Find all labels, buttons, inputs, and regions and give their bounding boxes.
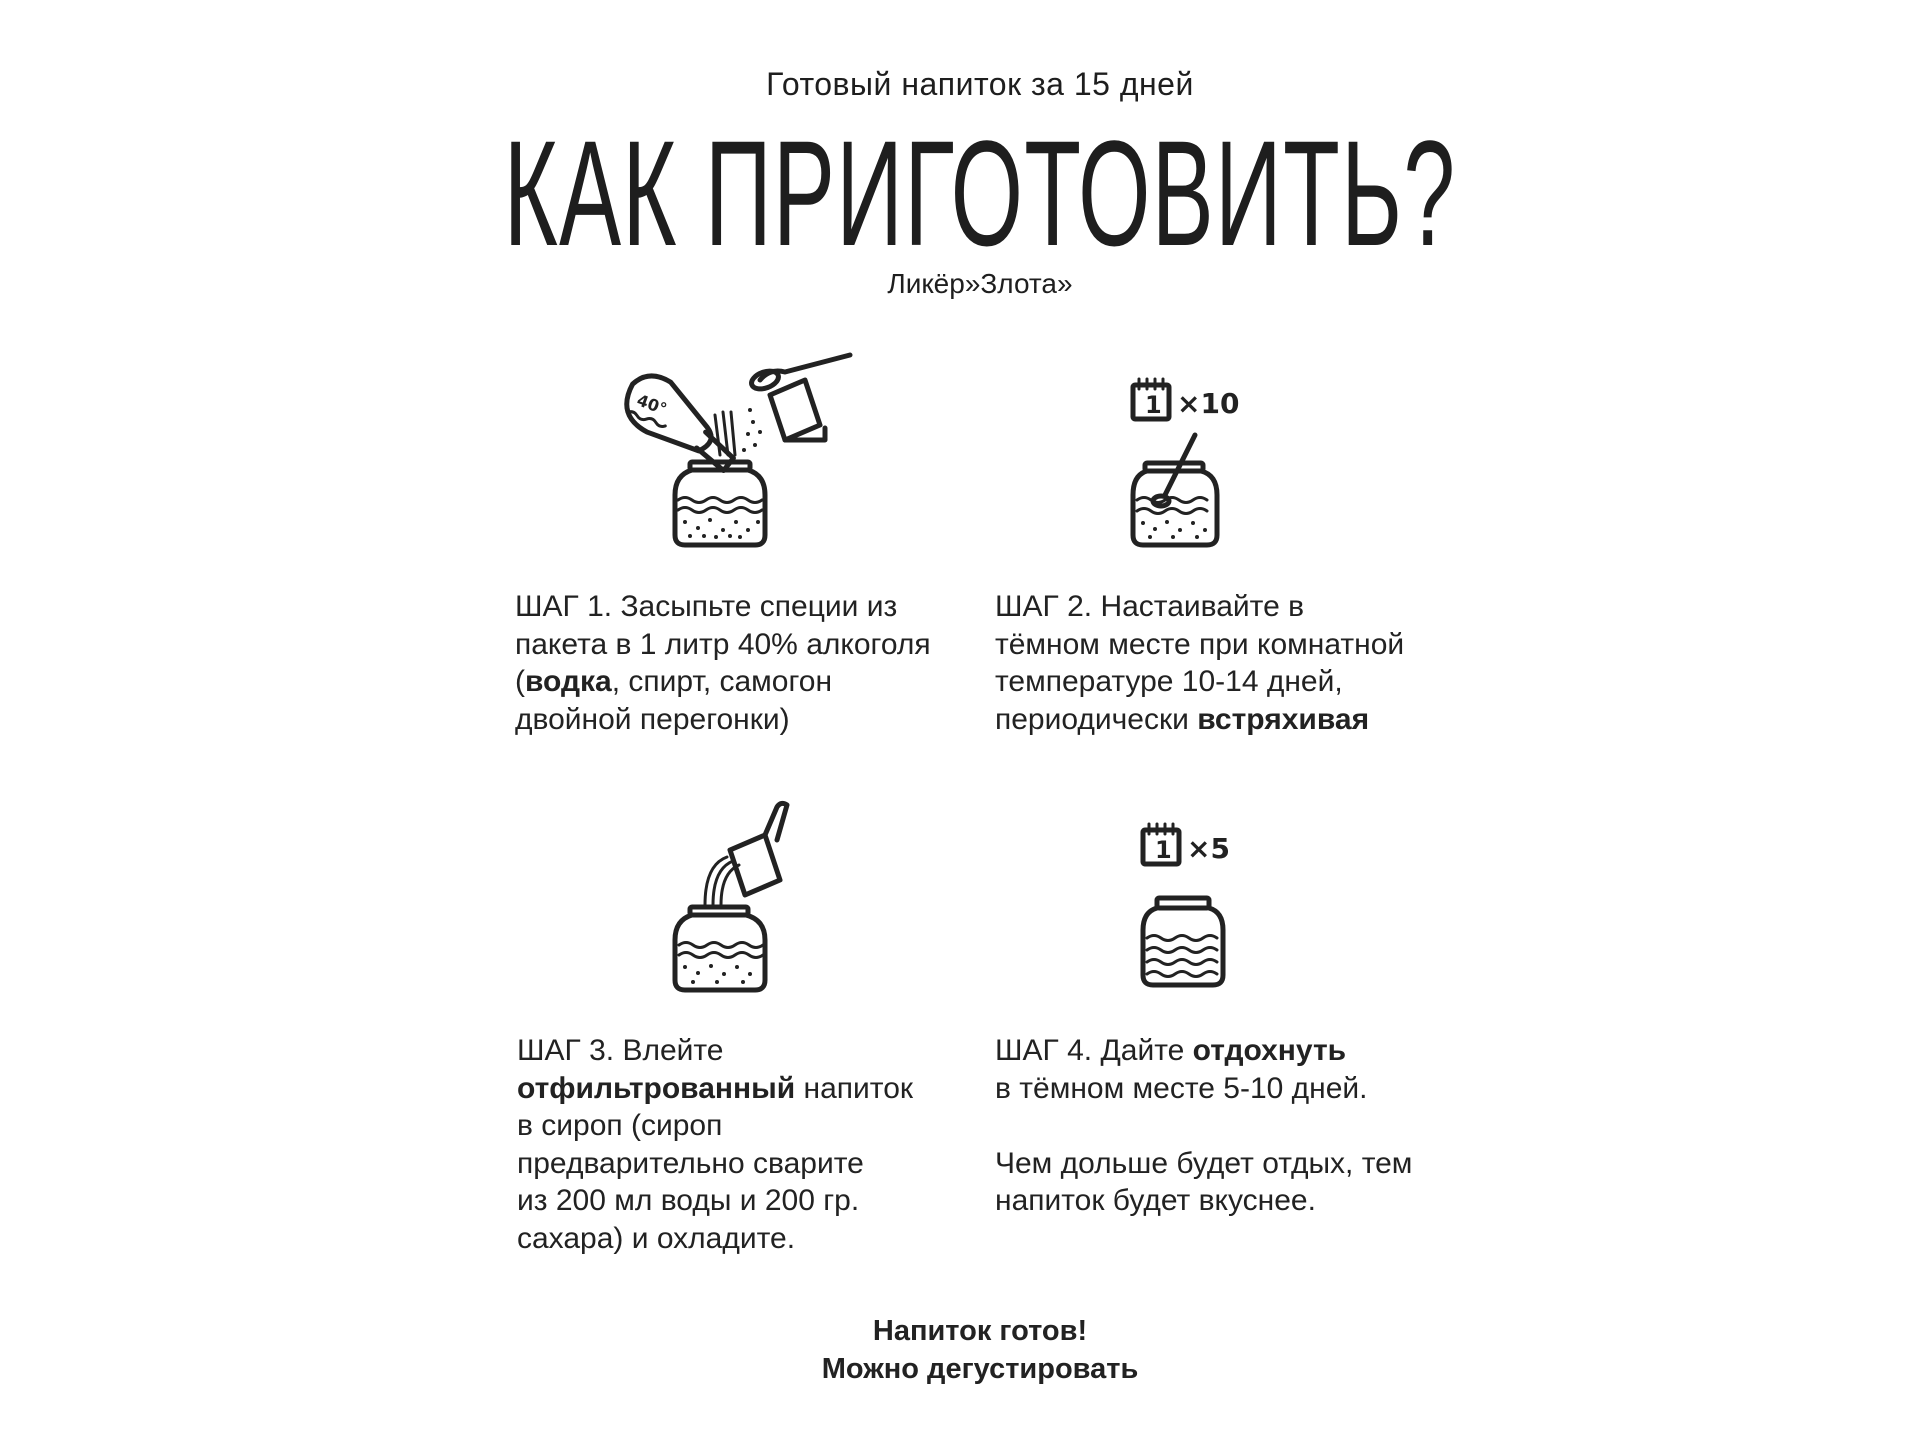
step-line (515, 626, 931, 664)
step-text-segment: предварительно сварите (517, 1146, 864, 1180)
step-emphasis: встряхивая (1197, 702, 1370, 736)
step-text-segment: пакета в 1 литр 40% алкоголя (515, 627, 931, 661)
step-line (515, 588, 931, 626)
step-line (517, 1032, 913, 1070)
step-line (517, 1070, 913, 1108)
step-1-text (515, 588, 931, 738)
step-line (517, 1145, 913, 1183)
step-text-segment: ( (515, 665, 525, 698)
step-line (515, 701, 931, 739)
subtitle: Готовый напиток за 15 дней (766, 66, 1194, 102)
step-line (995, 1182, 1412, 1220)
step-text-segment: из 200 мл воды и 200 гр. (517, 1184, 860, 1217)
step-line (995, 1107, 1412, 1145)
step-line (517, 1182, 913, 1220)
step-4-text (995, 1032, 1412, 1220)
step-line (995, 626, 1404, 664)
step-emphasis: отфильтрованный (517, 1071, 796, 1105)
step-line (995, 663, 1404, 701)
step-text-segment: тёмном месте при комнатной (995, 627, 1405, 661)
step-text-segment: сахара) и охладите. (517, 1221, 796, 1255)
step-text-segment: в тёмном месте 5-10 дней. (995, 1071, 1368, 1105)
step-text-segment: напиток (795, 1071, 914, 1105)
step-line (517, 1107, 913, 1145)
step-text-segment: ШАГ 2. Настаивайте в (995, 590, 1305, 623)
step-text-segment: в сироп (сироп (517, 1109, 723, 1142)
step-emphasis: водка (525, 665, 612, 698)
step-line (995, 1145, 1412, 1183)
step-line (995, 1032, 1412, 1070)
step-text-segment: напиток будет вкуснее. (995, 1184, 1316, 1217)
step-2-text (995, 588, 1404, 738)
step-text-segment: периодически (995, 702, 1198, 736)
step-line (517, 1220, 913, 1258)
bottle-label: 40° (634, 390, 670, 419)
step-line (995, 588, 1404, 626)
jar-pouring-cup-icon (665, 795, 825, 995)
jar-pouring-bottle-and-spice-icon (620, 350, 880, 550)
step-line (515, 663, 931, 701)
step-line (995, 1070, 1412, 1108)
jar-with-spoon-calendar-icon (1125, 375, 1265, 555)
calendar-day: 1 (1155, 836, 1172, 864)
footer-ready: Напиток готов! (872, 1315, 1088, 1347)
step-text-segment: ШАГ 4. Дайте (995, 1034, 1193, 1067)
closed-jar-calendar-icon (1135, 820, 1265, 1000)
step-text-segment: ШАГ 3. Влейте (517, 1034, 724, 1067)
step-text-segment: двойной перегонки) (515, 702, 790, 736)
step-text-segment: ШАГ 1. Засыпьте специи из (515, 590, 898, 623)
page-title: КАК ПРИГОТОВИТЬ? (503, 109, 1457, 277)
calendar-day: 1 (1145, 391, 1162, 419)
step-emphasis: отдохнуть (1192, 1034, 1347, 1067)
product-name: Ликёр»Злота» (887, 268, 1073, 299)
step-text-segment: температуре 10-14 дней, (995, 665, 1343, 698)
multiplier-label: ×10 (1177, 387, 1240, 420)
step-line (995, 701, 1404, 739)
multiplier-label: ×5 (1187, 832, 1230, 865)
step-3-text (517, 1032, 913, 1257)
step-text-segment: Чем дольше будет отдых, тем (995, 1146, 1413, 1180)
step-text-segment: , спирт, самогон (611, 665, 833, 698)
footer-taste: Можно дегустировать (821, 1353, 1139, 1385)
